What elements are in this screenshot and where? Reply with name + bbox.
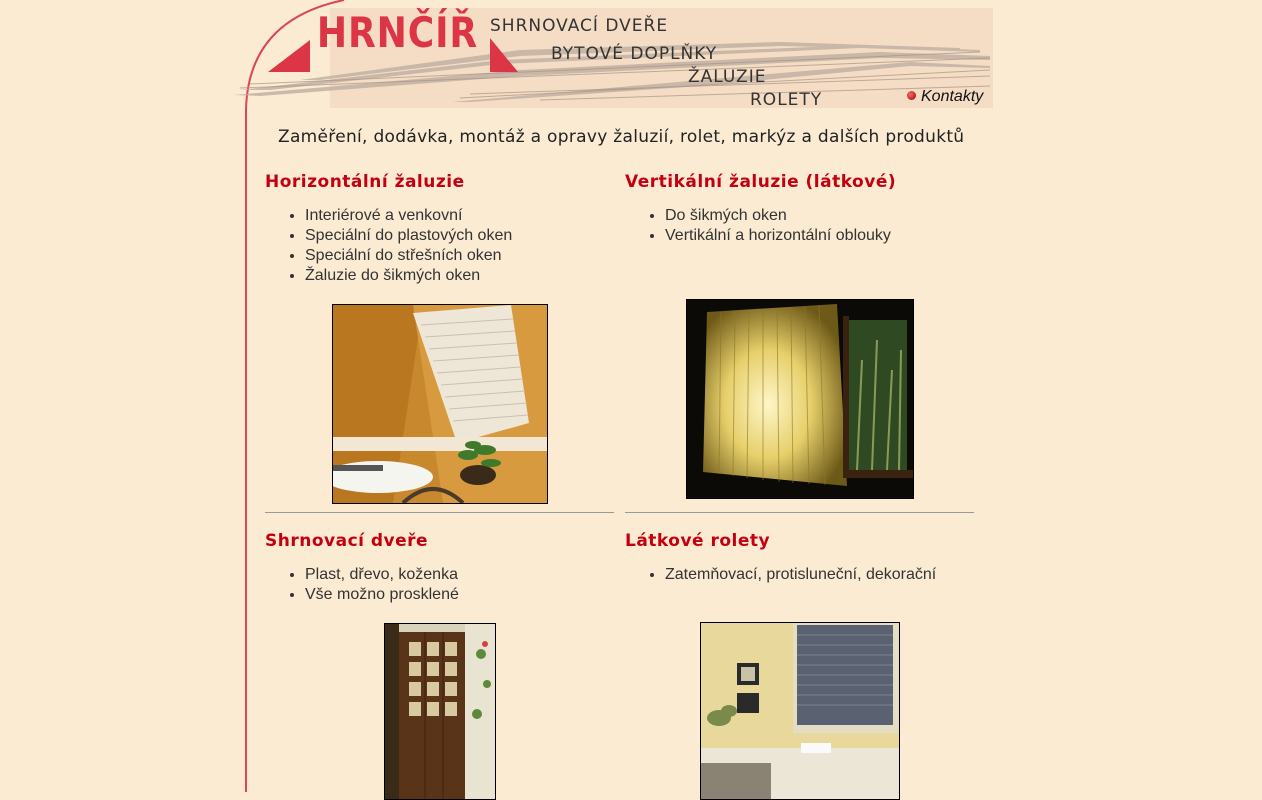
list-item: • Vertikální a horizontální oblouky	[665, 226, 975, 246]
contact-link[interactable]	[907, 88, 983, 106]
list-item: • Žaluzie do šikmých oken	[305, 266, 615, 286]
list-item: • Plast, dřevo, koženka	[305, 565, 615, 585]
tagline: Zaměření, dodávka, montáž a opravy žaluzií, rolet, markýz a dalších produktů	[278, 127, 965, 147]
left-arc-line	[246, 0, 344, 792]
section-title: Vertikální žaluzie (látkové)	[625, 172, 897, 192]
logo[interactable]: HRNČÍŘ	[316, 8, 479, 57]
logo-roof-left	[268, 40, 310, 72]
section-title: Shrnovací dveře	[265, 531, 429, 551]
list-item: • Speciální do střešních oken	[305, 246, 615, 266]
list-item: • Speciální do plastových oken	[305, 226, 615, 246]
photo-horizontal-blinds[interactable]	[332, 304, 548, 504]
feature-list	[265, 565, 615, 605]
photo-folding-door[interactable]	[384, 623, 496, 800]
nav-rolety[interactable]: ROLETY	[750, 90, 823, 110]
section-vertical-blinds	[625, 172, 975, 246]
feature-list	[625, 565, 975, 585]
bullet-icon	[907, 91, 916, 100]
section-fabric-roller-blinds	[625, 531, 975, 585]
contact-label: Kontakty	[921, 88, 984, 105]
section-title: Horizontální žaluzie	[265, 172, 465, 192]
list-item: • Vše možno prosklené	[305, 585, 615, 605]
feature-list	[265, 206, 615, 286]
nav-shrnovaci-dvere[interactable]: SHRNOVACÍ DVEŘE	[490, 16, 669, 36]
feature-list	[625, 206, 975, 246]
list-item: • Interiérové a venkovní	[305, 206, 615, 226]
photo-roller-blinds[interactable]	[700, 622, 900, 800]
nav-zaluzie[interactable]: ŽALUZIE	[688, 67, 767, 87]
section-divider	[625, 512, 974, 513]
photo-vertical-blinds[interactable]	[686, 299, 914, 499]
nav-bytove-doplnky[interactable]: BYTOVÉ DOPLŇKY	[551, 44, 718, 64]
section-divider	[265, 512, 614, 513]
section-title: Látkové rolety	[625, 531, 771, 551]
list-item: • Zatemňovací, protisluneční, dekorační	[665, 565, 975, 585]
section-horizontal-blinds	[265, 172, 615, 286]
section-folding-doors	[265, 531, 615, 605]
list-item: • Do šikmých oken	[665, 206, 975, 226]
